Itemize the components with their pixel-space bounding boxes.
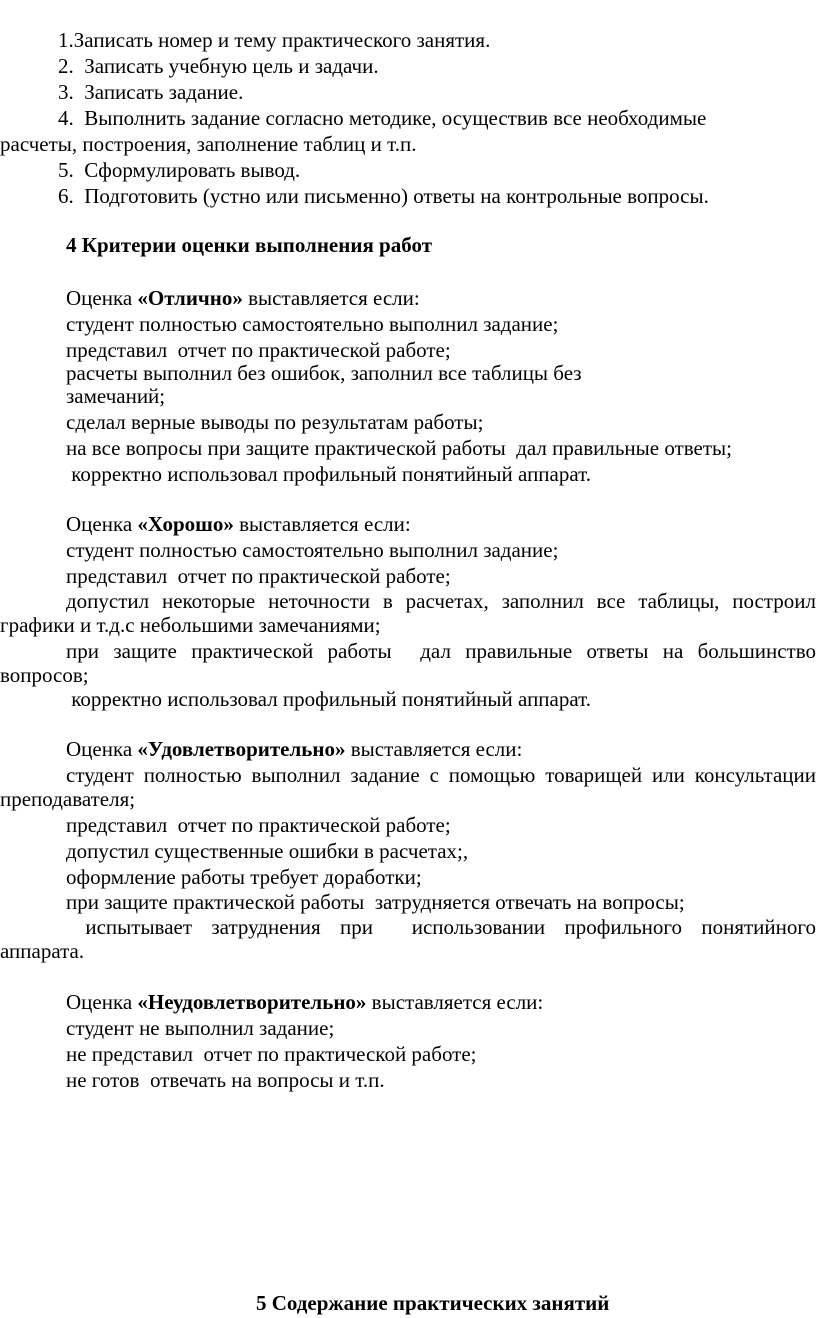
good-line-4: графики и т.д.с небольшими замечаниями; xyxy=(0,613,381,637)
satisfactory-line-7: испытывает затруднения при использовании профильного понятийного xyxy=(66,915,816,939)
excellent-line-4: замечаний; xyxy=(66,384,166,408)
grade-unsatisfactory-name: «Неудовлетворительно» xyxy=(137,990,367,1014)
grade-unsatisfactory-heading xyxy=(66,989,543,1015)
satisfactory-line-2: преподавателя; xyxy=(0,787,136,811)
excellent-line-3: расчеты выполнил без ошибок, заполнил все таблицы без xyxy=(66,361,582,385)
step-1: 1.Записать номер и тему практического занятия. xyxy=(58,28,491,52)
grade-prefix: Оценка xyxy=(66,286,138,310)
unsatisfactory-line-1: студент не выполнил задание; xyxy=(66,1016,335,1040)
step-5: 5. Сформулировать вывод. xyxy=(58,158,301,182)
good-line-6: вопросов; xyxy=(0,663,89,687)
grade-prefix: Оценка xyxy=(66,512,138,536)
satisfactory-line-1: студент полностью выполнил задание с помощью товарищей или консультации xyxy=(66,763,816,787)
step-3: 3. Записать задание. xyxy=(58,80,244,104)
step-4-continuation: расчеты, построения, заполнение таблиц и т.п. xyxy=(0,132,417,156)
grade-satisfactory-heading xyxy=(66,736,522,762)
excellent-line-7: корректно использовал профильный понятийный аппарат. xyxy=(66,462,591,486)
unsatisfactory-line-2: не представил отчет по практической работе; xyxy=(66,1042,477,1066)
grade-suffix: выставляется если: xyxy=(233,512,411,536)
satisfactory-line-5: оформление работы требует доработки; xyxy=(66,865,422,889)
excellent-line-2: представил отчет по практической работе; xyxy=(66,338,451,362)
grade-satisfactory-name: «Удовлетворительно» xyxy=(137,737,346,761)
satisfactory-line-4: допустил существенные ошибки в расчетах;, xyxy=(66,839,469,863)
satisfactory-line-3: представил отчет по практической работе; xyxy=(66,813,451,837)
section-4-title: 4 Критерии оценки выполнения работ xyxy=(66,233,433,257)
grade-good-name: «Хорошо» xyxy=(137,512,234,536)
step-4: 4. Выполнить задание согласно методике, осуществив все необходимые xyxy=(58,106,707,130)
grade-suffix: выставляется если: xyxy=(366,990,544,1014)
grade-excellent-heading xyxy=(66,285,420,311)
excellent-line-6: на все вопросы при защите практической работы дал правильные ответы; xyxy=(66,436,732,460)
step-6: 6. Подготовить (устно или письменно) ответы на контрольные вопросы. xyxy=(58,184,709,208)
satisfactory-line-6: при защите практической работы затрудняется отвечать на вопросы; xyxy=(66,890,685,914)
good-line-7: корректно использовал профильный понятийный аппарат. xyxy=(66,687,591,711)
excellent-line-1: студент полностью самостоятельно выполнил задание; xyxy=(66,312,559,336)
grade-excellent-name: «Отлично» xyxy=(137,286,243,310)
good-line-5: при защите практической работы дал правильные ответы на большинство xyxy=(66,639,816,663)
good-line-1: студент полностью самостоятельно выполнил задание; xyxy=(66,538,559,562)
grade-prefix: Оценка xyxy=(66,990,138,1014)
section-5-title: 5 Содержание практических занятий xyxy=(256,1291,610,1315)
grade-prefix: Оценка xyxy=(66,737,138,761)
grade-suffix: выставляется если: xyxy=(242,286,420,310)
grade-good-heading xyxy=(66,511,411,537)
grade-suffix: выставляется если: xyxy=(345,737,523,761)
step-2: 2. Записать учебную цель и задачи. xyxy=(58,54,379,78)
unsatisfactory-line-3: не готов отвечать на вопросы и т.п. xyxy=(66,1068,385,1092)
satisfactory-line-8: аппарата. xyxy=(0,939,85,963)
good-line-3: допустил некоторые неточности в расчетах, заполнил все таблицы, построил xyxy=(66,589,816,613)
excellent-line-5: сделал верные выводы по результатам работы; xyxy=(66,410,484,434)
good-line-2: представил отчет по практической работе; xyxy=(66,564,451,588)
